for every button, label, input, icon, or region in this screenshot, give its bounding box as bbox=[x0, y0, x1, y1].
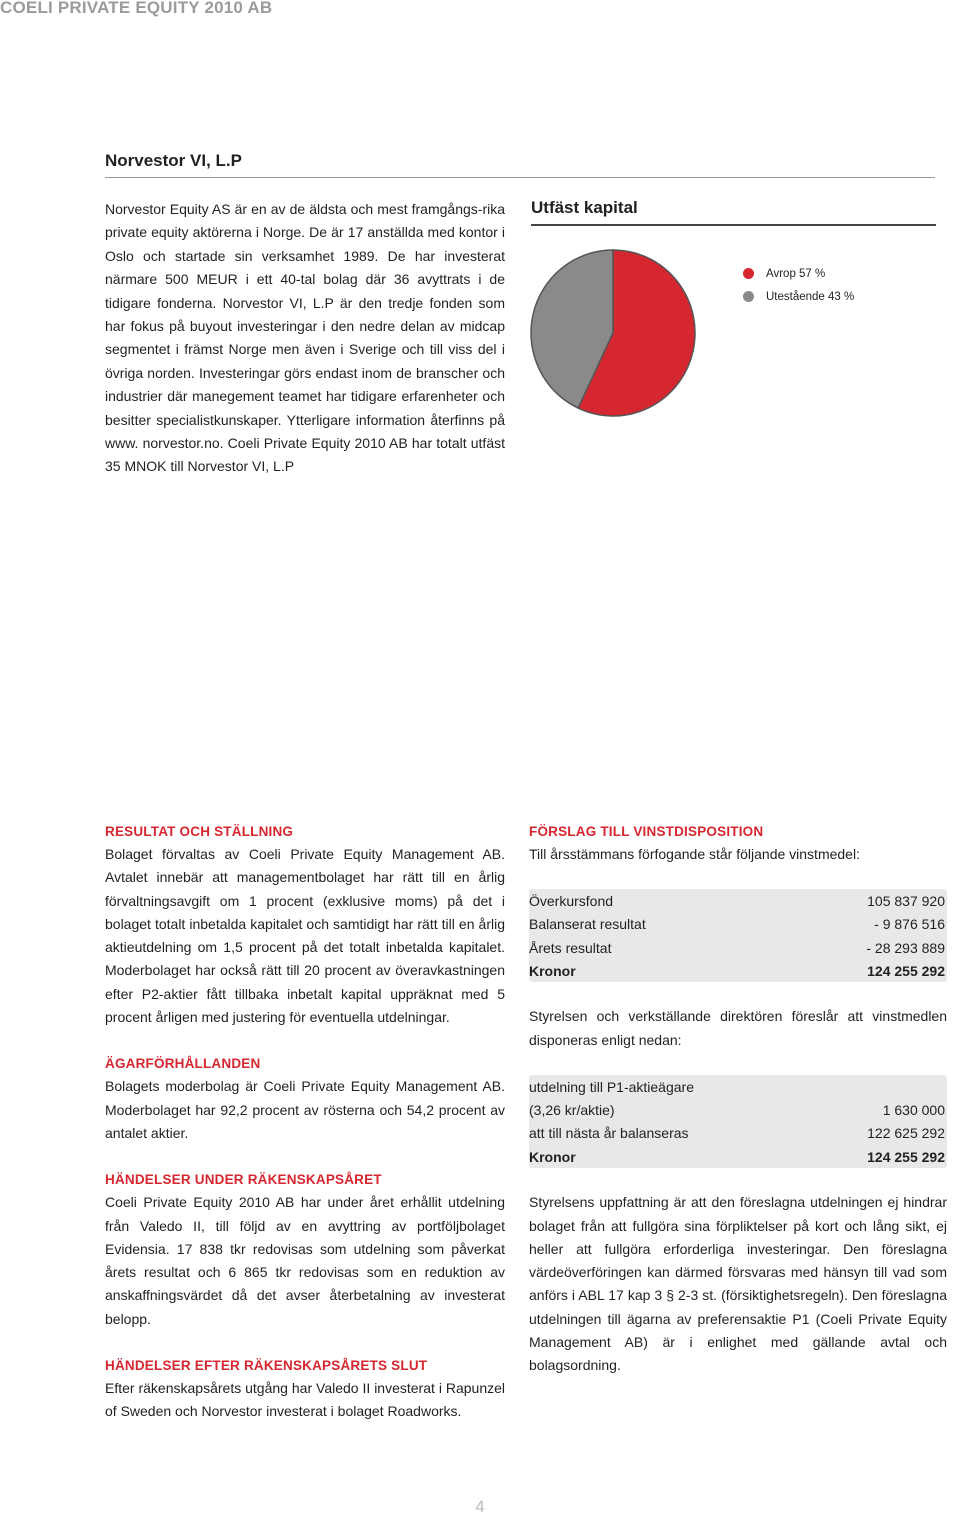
chart-title: Utfäst kapital bbox=[531, 198, 638, 217]
row-label: utdelning till P1-aktieägare bbox=[529, 1078, 694, 1095]
paragraph-handelser-efter: Efter räkenskapsårets utgång har Valedo II investerat i Rapunzel of Sweden och Norvestor investerat i bolaget Roadworks. bbox=[105, 1380, 505, 1420]
document-header: COELI PRIVATE EQUITY 2010 AB bbox=[0, 0, 273, 17]
heading-agarforhallanden: ÄGARFÖRHÅLLANDEN bbox=[105, 1056, 261, 1072]
title-divider bbox=[105, 177, 935, 178]
row-label: Överkursfond bbox=[529, 892, 614, 909]
table-row bbox=[529, 889, 947, 912]
heading-resultat: RESULTAT OCH STÄLLNING bbox=[105, 824, 294, 839]
row-amount: 124 255 292 bbox=[867, 962, 945, 979]
row-label: (3,26 kr/aktie) bbox=[529, 1102, 615, 1119]
intro-block bbox=[105, 198, 505, 479]
chart-legend bbox=[743, 262, 854, 308]
page-number: 4 bbox=[475, 1497, 485, 1516]
row-amount: 1 630 000 bbox=[882, 1102, 945, 1119]
row-label: Årets resultat bbox=[529, 939, 612, 956]
legend-label-avrop: Avrop 57 % bbox=[766, 267, 826, 280]
disposition-table-box bbox=[529, 1075, 947, 1168]
legend-swatch-utestaende bbox=[743, 291, 754, 302]
heading-handelser-efter: HÄNDELSER EFTER RÄKENSKAPSÅRETS SLUT bbox=[105, 1358, 428, 1374]
heading-vinstdisposition: FÖRSLAG TILL VINSTDISPOSITION bbox=[529, 824, 764, 839]
chart-divider bbox=[531, 224, 936, 226]
table-row-total bbox=[529, 1145, 947, 1168]
row-amount: - 28 293 889 bbox=[866, 939, 945, 956]
funds-table bbox=[529, 889, 947, 982]
paragraph-agarforhallanden: Bolagets moderbolag är Coeli Private Equity Management AB. Moderbolaget har 92,2 procent av rösterna och 54,2 procent av antalet aktier. bbox=[105, 1078, 505, 1141]
row-amount: - 9 876 516 bbox=[874, 916, 945, 933]
table-row bbox=[529, 1098, 947, 1121]
table-row bbox=[529, 1075, 947, 1098]
table-row bbox=[529, 936, 947, 959]
table-row bbox=[529, 1122, 947, 1145]
vinstdisposition-intro: Till årsstämmans förfogande står följande vinstmedel: bbox=[529, 846, 860, 862]
legend-item-utestaende bbox=[743, 285, 854, 308]
row-amount: 124 255 292 bbox=[867, 1148, 945, 1165]
pie-chart bbox=[528, 248, 698, 418]
row-label: Kronor bbox=[529, 1148, 576, 1165]
row-amount bbox=[811, 1075, 947, 1098]
table-row bbox=[529, 913, 947, 936]
legend-label-utestaende: Utestående 43 % bbox=[766, 290, 855, 303]
row-amount: 122 625 292 bbox=[867, 1125, 945, 1142]
row-label: Balanserat resultat bbox=[529, 916, 646, 933]
heading-handelser-under: HÄNDELSER UNDER RÄKENSKAPSÅRET bbox=[105, 1172, 382, 1188]
disposition-table bbox=[529, 1075, 947, 1168]
row-label: att till nästa år balanseras bbox=[529, 1125, 689, 1142]
row-label: Kronor bbox=[529, 962, 576, 979]
row-amount: 105 837 920 bbox=[867, 892, 945, 909]
paragraph-resultat: Bolaget förvaltas av Coeli Private Equity Management AB. Avtalet innebär att managementbolaget har rätt till en årlig förvaltningsavgift om 1 procent (exklusive moms) på det i bolaget totalt inbetalda kapitalet och samtidigt har rätt till en årlig aktieutdelning om 1,5 procent på det totalt inbetalda kapitalet. Moderbolaget har också rätt till 20 procent av överavkastningen efter P2-aktier fått tillbaka inbetalt kapital uppräknat med 5 procent årligen med justering för eventuella utdelningar. bbox=[105, 846, 505, 1026]
left-column bbox=[105, 820, 505, 1424]
intro-paragraph: Norvestor Equity AS är en av de äldsta och mest framgångs-rika private equity aktörerna i Norge. De är 17 anställda med kontor i Oslo och startade sin verksamhet 1989. De har investerat närmare 500 MEUR i ett 40-tal bolag där 36 avyttrats i de tidigare fonderna. Norvestor VI, L.P är den tredje fonden som har fokus på buyout investeringar i den nedre delan av midcap segmentet i främst Norge men även i Sverige och till viss del i övriga norden. Investeringar görs endast inom de branscher och industrier där manegement teamet har tidigare erfarenheter och besitter specialistkunskaper. Ytterligare information återfinns på www. norvestor.no. Coeli Private Equity 2010 AB har totalt utfäst 35 MNOK till Norvestor VI, L.P bbox=[105, 201, 505, 475]
closing-text: Styrelsens uppfattning är att den föreslagna utdelningen ej hindrar bolaget från att fullgöra sina förpliktelser på kort och lång sikt, ej heller att fullgöra erforderliga investeringar. Den föreslagna värdeöverföringen kan därmed försvaras med hänsyn till vad som anförs i ABL 17 kap 3 § 2-3 st. (försiktighetsregeln). Den föreslagna utdelningen till ägarna av preferensaktie P1 (Coeli Private Equity Management AB) är i enlighet med gällande avtal och bolagsordning. bbox=[529, 1194, 947, 1374]
funds-table-box bbox=[529, 889, 947, 982]
legend-swatch-avrop bbox=[743, 268, 754, 279]
legend-item-avrop bbox=[743, 262, 854, 285]
pie-svg bbox=[528, 248, 698, 418]
proposal-text: Styrelsen och verkställande direktören föreslår att vinstmedlen disponeras enligt nedan: bbox=[529, 1008, 947, 1048]
right-column bbox=[529, 820, 947, 1378]
table-row-total bbox=[529, 959, 947, 982]
paragraph-handelser-under: Coeli Private Equity 2010 AB har under året erhållit utdelning från Valedo II, till följd av en avyttring av portföljbolaget Evidensia. 17 838 tkr redovisas som utdelning som påverkat årets resultat och 6 865 tkr redovisas som en reduktion av anskaffningsvärdet då det avser återbetalning av investerat belopp. bbox=[105, 1194, 505, 1327]
section-title: Norvestor VI, L.P bbox=[105, 151, 242, 170]
